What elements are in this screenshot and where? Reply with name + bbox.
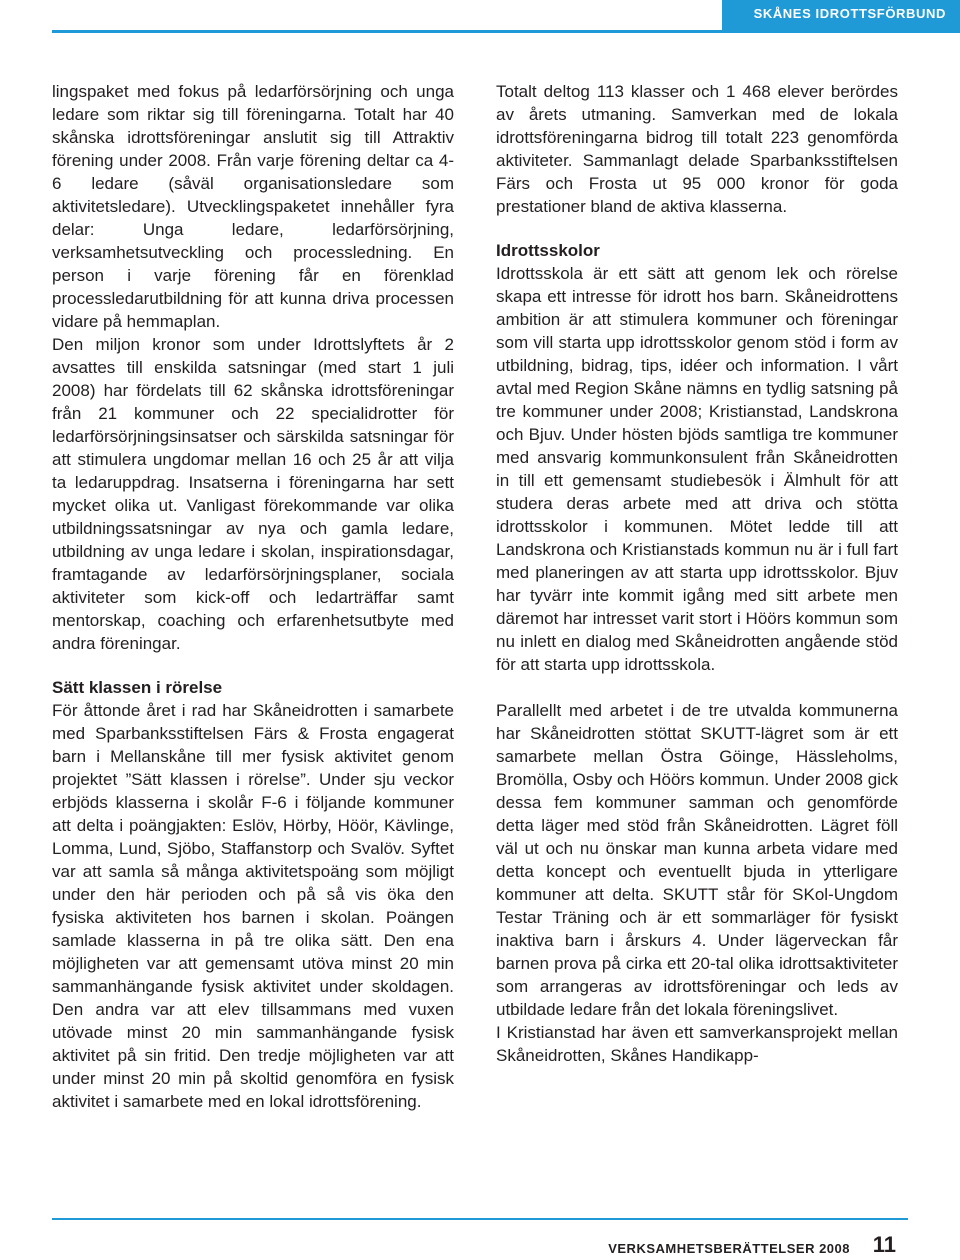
page-number: 11 — [872, 1232, 896, 1257]
right-paragraph-2: Idrottsskola är ett sätt att genom lek och rörelse skapa ett intresse för idrott hos barn. Skåneidrottens ambition är att stimulera kommuner och föreningar som vill starta upp idrottsskolor genom stöd i form av utbildning, bidrag, tips, idéer och information. I vårt avtal med Region Skåne nämns en tydlig satsning på tre kommuner under 2008; Kristianstad, Landskrona och Bjuv. Under hösten bjöds samtliga tre kommuner med ansvarig kommunkonsulent från Skåneidrotten in till ett gemensamt studiebesök i Älmhult för att studera deras arbete med att driva och stötta idrottsskolor i kommunen. Mötet ledde till att Landskrona och Kristianstads kommun nu är i full fart med planeringen av att starta upp idrottsskolor. Bjuv har tyvärr inte kommit igång med sitt arbete men däremot har intresset varit stort i Höörs kommun som nu inlett en dialog med Skåneidrotten angående stöd för att starta upp idrottsskola. — [496, 264, 898, 674]
left-paragraph-1: lingspaket med fokus på ledarförsörjning och unga ledare som riktar sig till föreningarna. Totalt har 40 skånska idrottsföreningar anslutit sig till Attraktiv förening under 2008. Från varje förening deltar ca 4-6 ledare (såväl organisationsledare som aktivitetsledare). Utvecklingspaketet innehåller fyra delar: Unga ledare, ledarförsörjning, verksamhetsutveckling och processledning. En person i varje förening får en förenklad processledarutbildning för att kunna driva processen vidare på hemmaplan. — [52, 82, 454, 331]
left-paragraph-2: Den miljon kronor som under Idrottslyftets år 2 avsattes till enskilda satsningar (med start 1 juli 2008) har fördelats till 62 skånska idrottsföreningar från 21 kommuner och 22 specialidrotter för ledarförsörjningsinsatser och särskilda satsningar för att stimulera ungdomar mellan 16 och 25 år att vilja ta ledaruppdrag. Insatserna i föreningarna har sett mycket olika ut. Vanligast förekommande var olika utbildningssatsningar av nya och gamla ledare, utbildning av unga ledare i skolan, inspirationsdagar, framtagande av ledarförsörjningsplaner, sociala aktiviteter som kick-off och ledarträffar samt mentorskap, coaching och erfarenhetsutbyte med andra föreningar. — [52, 335, 454, 653]
organization-name: SKÅNES IDROTTSFÖRBUND — [753, 6, 946, 21]
footer-rule — [52, 1218, 908, 1220]
right-paragraph-3: Parallellt med arbetet i de tre utvalda kommunerna har Skåneidrotten stöttat SKUTT-lägret som är ett samarbete mellan Östra Göinge, Hässleholms, Bromölla, Osby och Höörs kommun. Under 2008 gick dessa fem kommuner samman och genomförde detta läger med stöd från Skåneidrotten. Lägret föll väl ut och nu önskar man kunna arbeta vidare med detta koncept och eventuellt bjuda in ytterligare kommuner att delta. SKUTT står för SKol-Ungdom Testar Träning och är ett sommarläger för fysiskt inaktiva barn i årskurs 4. Under lägerveckan får barnen prova på cirka ett 20-tal olika idrottsaktiviteter som arrangeras av idrottsföreningar och leds av utbildade ledare från det lokala föreningslivet. — [496, 701, 898, 1019]
right-column — [496, 80, 898, 1067]
left-paragraph-3: För åttonde året i rad har Skåneidrotten i samarbete med Sparbanksstiftelsen Färs & Frosta engagerat barn i Mellanskåne till mer fysisk aktivitet genom projektet ”Sätt klassen i rörelse”. Under sju veckor erbjöds klasserna i skolår F-6 i följande kommuner att delta i poängjakten: Eslöv, Hörby, Höör, Kävlinge, Lomma, Lund, Sjöbo, Staffanstorp och Svalöv. Syftet var att samla så många aktivitetspoäng som möjligt under den här perioden och på så vis öka den fysiska aktiviteten hos barnen i skolan. Poängen samlade klasserna in på tre olika sätt. Den ena möjligheten var att gemensamt utöva minst 20 min sammanhängande fysisk aktivitet under skoldagen. Den andra var att elev tillsammans med vuxen utövade minst 20 min sammanhängande fysisk aktivitet på sin fritid. Den tredje möjligheten var att under minst 20 min på skoltid genomföra en fysisk aktivitet i samarbete med en lokal idrottsförening. — [52, 701, 454, 1111]
header-rule — [52, 30, 960, 33]
right-paragraph-1: Totalt deltog 113 klasser och 1 468 elever berördes av årets utmaning. Samverkan med de lokala idrottsföreningarna bidrog till totalt 223 genomförda aktiviteter. Sammanlagt delade Sparbanksstiftelsen Färs och Frosta ut 95 000 kronor för goda prestationer bland de aktiva klasserna. — [496, 82, 898, 216]
report-title: VERKSAMHETSBERÄTTELSER 2008 — [608, 1241, 850, 1256]
section-heading-idrottsskolor: Idrottsskolor — [496, 241, 600, 260]
right-paragraph-4: I Kristianstad har även ett samverkansprojekt mellan Skåneidrotten, Skånes Handikapp- — [496, 1023, 898, 1065]
header-tab — [722, 0, 960, 30]
section-heading-satt-klassen: Sätt klassen i rörelse — [52, 678, 223, 697]
left-column — [52, 80, 454, 1113]
